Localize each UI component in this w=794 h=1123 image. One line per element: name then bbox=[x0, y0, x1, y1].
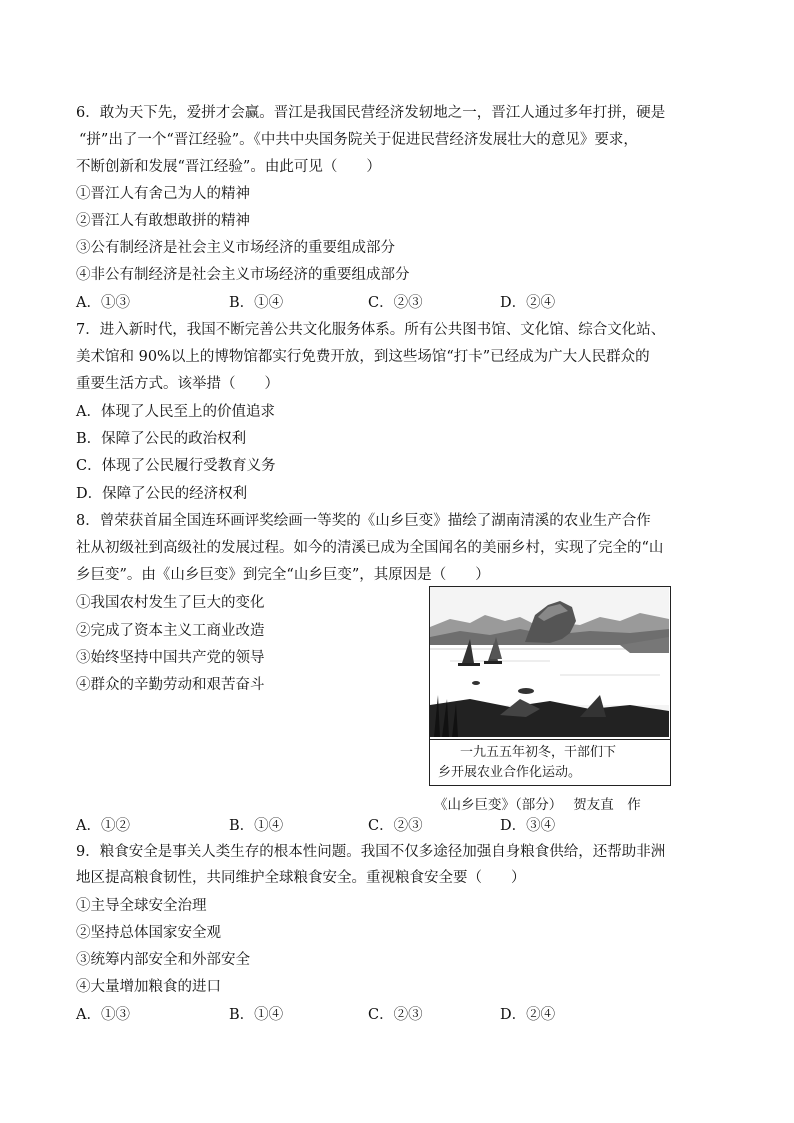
comic-caption-line-2: 乡开展农业合作化运动。 bbox=[438, 765, 582, 780]
q6-item-4: ④非公有制经济是社会主义市场经济的重要组成部分 bbox=[76, 267, 410, 283]
q8-option-b[interactable]: B．①④ bbox=[229, 818, 284, 834]
q6-stem-line-2: “拼”出了一个“晋江经验”。《中共中央国务院关于促进民营经济发展壮大的意见》要求， bbox=[79, 132, 638, 148]
q6-item-1: ①晋江人有舍己为人的精神 bbox=[76, 186, 250, 202]
q6-stem-line-1: 6．敢为天下先，爱拼才会赢。晋江是我国民营经济发轫地之一，晋江人通过多年打拼，硬是 bbox=[76, 105, 666, 121]
q6-item-3: ③公有制经济是社会主义市场经济的重要组成部分 bbox=[76, 240, 395, 256]
q9-item-4: ④大量增加粮食的进口 bbox=[76, 979, 221, 995]
q7-stem-line-2: 美术馆和 90%以上的博物馆都实行免费开放，到这些场馆“打卡”已经成为广大人民群众的 bbox=[76, 349, 650, 365]
q9-stem-line-1: 9．粮食安全是事关人类生存的根本性问题。我国不仅多途径加强自身粮食供给，还帮助非洲 bbox=[76, 844, 666, 860]
q8-item-2: ②完成了资本主义工商业改造 bbox=[76, 623, 265, 639]
q8-item-1: ①我国农村发生了巨大的变化 bbox=[76, 595, 265, 611]
q9-option-c[interactable]: C．②③ bbox=[368, 1007, 423, 1023]
q6-option-a[interactable]: A．①③ bbox=[76, 295, 130, 311]
q8-item-3: ③始终坚持中国共产党的领导 bbox=[76, 650, 265, 666]
q7-stem-line-3: 重要生活方式。该举措（ ） bbox=[76, 376, 279, 392]
q9-option-d[interactable]: D．②④ bbox=[500, 1007, 556, 1023]
comic-caption-box bbox=[430, 739, 670, 785]
q7-option-d[interactable]: D．保障了公民的经济权利 bbox=[76, 486, 248, 502]
q9-item-2: ②坚持总体国家安全观 bbox=[76, 925, 221, 941]
q6-option-b[interactable]: B．①④ bbox=[229, 295, 284, 311]
q6-stem-line-3: 不断创新和发展“晋江经验”。由此可见（ ） bbox=[76, 159, 381, 175]
q8-stem-line-3: 乡巨变”。由《山乡巨变》到完全“山乡巨变”，其原因是（ ） bbox=[76, 567, 490, 583]
comic-illustration bbox=[429, 586, 671, 786]
q8-option-a[interactable]: A．①② bbox=[76, 818, 130, 834]
q6-option-d[interactable]: D．②④ bbox=[500, 295, 556, 311]
q9-option-a[interactable]: A．①③ bbox=[76, 1007, 130, 1023]
q8-stem-line-2: 社从初级社到高级社的发展过程。如今的清溪已成为全国闻名的美丽乡村，实现了完全的“山 bbox=[76, 540, 664, 556]
q6-item-2: ②晋江人有敢想敢拼的精神 bbox=[76, 213, 250, 229]
q7-option-a[interactable]: A．体现了人民至上的价值追求 bbox=[76, 404, 275, 420]
q8-option-c[interactable]: C．②③ bbox=[368, 818, 423, 834]
q6-option-c[interactable]: C．②③ bbox=[368, 295, 423, 311]
q9-stem-line-2: 地区提高粮食韧性，共同维护全球粮食安全。重视粮食安全要（ ） bbox=[76, 870, 526, 886]
figure-title: 《山乡巨变》（部分） 贺友直 作 bbox=[434, 797, 641, 813]
q7-stem-line-1: 7．进入新时代，我国不断完善公共文化服务体系。所有公共图书馆、文化馆、综合文化站、 bbox=[76, 322, 666, 338]
q8-option-d[interactable]: D．③④ bbox=[500, 818, 556, 834]
q7-option-b[interactable]: B．保障了公民的政治权利 bbox=[76, 431, 247, 447]
q9-item-3: ③统筹内部安全和外部安全 bbox=[76, 952, 250, 968]
q8-stem-line-1: 8．曾荣获首届全国连环画评奖绘画一等奖的《山乡巨变》描绘了湖南清溪的农业生产合作 bbox=[76, 513, 651, 529]
q7-option-c[interactable]: C．体现了公民履行受教育义务 bbox=[76, 458, 276, 474]
q9-item-1: ①主导全球安全治理 bbox=[76, 898, 207, 914]
q9-option-b[interactable]: B．①④ bbox=[229, 1007, 284, 1023]
comic-caption-line-1: 一九五五年初冬，干部们下 bbox=[460, 745, 617, 760]
q8-item-4: ④群众的辛勤劳动和艰苦奋斗 bbox=[76, 677, 265, 693]
landscape-drawing bbox=[430, 587, 669, 737]
